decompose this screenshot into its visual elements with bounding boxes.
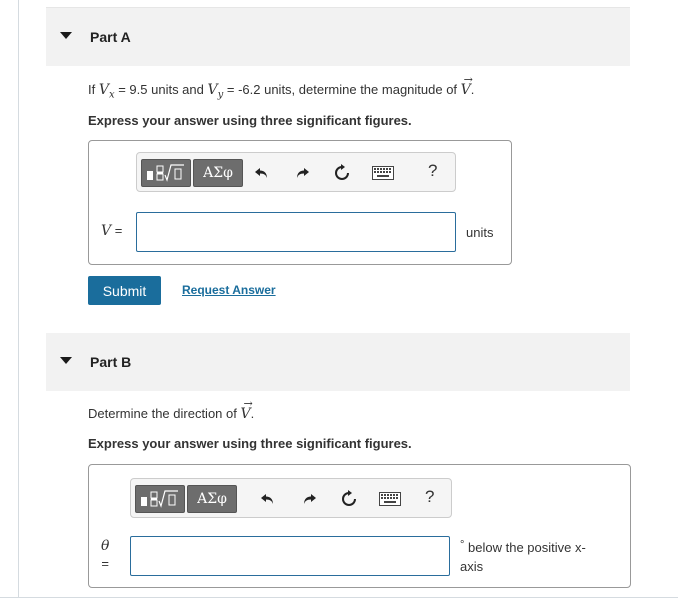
part-a-question: If $V_x = 9.5$ units and $V_y = -6.2$ units, determine the magnitude of → V. xyxy=(88,73,475,101)
undo-icon[interactable] xyxy=(251,162,273,184)
help-button[interactable]: ? xyxy=(425,487,435,506)
part-b-title: Part B xyxy=(90,354,132,370)
part-a-header[interactable] xyxy=(46,8,630,66)
collapse-triangle-icon[interactable] xyxy=(60,357,72,364)
part-a-answer-input[interactable] xyxy=(136,212,456,252)
keyboard-icon[interactable] xyxy=(378,488,402,510)
part-b-answer-input[interactable] xyxy=(130,536,450,576)
templates-button[interactable] xyxy=(135,485,185,513)
reset-icon[interactable] xyxy=(331,162,353,184)
part-a-math-toolbar xyxy=(136,152,456,192)
part-b-answer-box xyxy=(88,464,631,588)
part-b-units: ° below the positive x- axis xyxy=(460,539,586,574)
fraction-sqrt-icon xyxy=(144,162,188,184)
vector-v: → V xyxy=(460,73,473,98)
part-b-header[interactable] xyxy=(46,333,630,391)
templates-button[interactable] xyxy=(141,159,191,187)
redo-icon[interactable] xyxy=(298,488,320,510)
redo-icon[interactable] xyxy=(291,162,313,184)
undo-icon[interactable] xyxy=(257,488,279,510)
part-a-answer-label: V = xyxy=(101,223,123,239)
part-a-answer-box xyxy=(88,140,512,265)
part-a-instruction: Express your answer using three significant figures. xyxy=(88,113,412,128)
reset-icon[interactable] xyxy=(338,488,360,510)
submit-button[interactable]: Submit xyxy=(88,276,161,305)
part-a-title: Part A xyxy=(90,29,131,45)
part-a-units: units xyxy=(466,225,494,240)
part-b-question: Determine the direction of → V. xyxy=(88,397,255,422)
part-b-answer-label: θ = xyxy=(101,538,110,571)
vector-v: → V xyxy=(240,397,253,422)
fraction-sqrt-icon xyxy=(138,488,182,510)
symbols-button[interactable]: ΑΣφ xyxy=(187,485,237,513)
part-b-instruction: Express your answer using three significant figures. xyxy=(88,436,412,451)
help-button[interactable]: ? xyxy=(428,161,438,180)
symbols-button[interactable]: ΑΣφ xyxy=(193,159,243,187)
keyboard-icon[interactable] xyxy=(371,162,395,184)
request-answer-link[interactable]: Request Answer xyxy=(182,283,276,297)
part-b-math-toolbar xyxy=(130,478,452,518)
collapse-triangle-icon[interactable] xyxy=(60,32,72,39)
